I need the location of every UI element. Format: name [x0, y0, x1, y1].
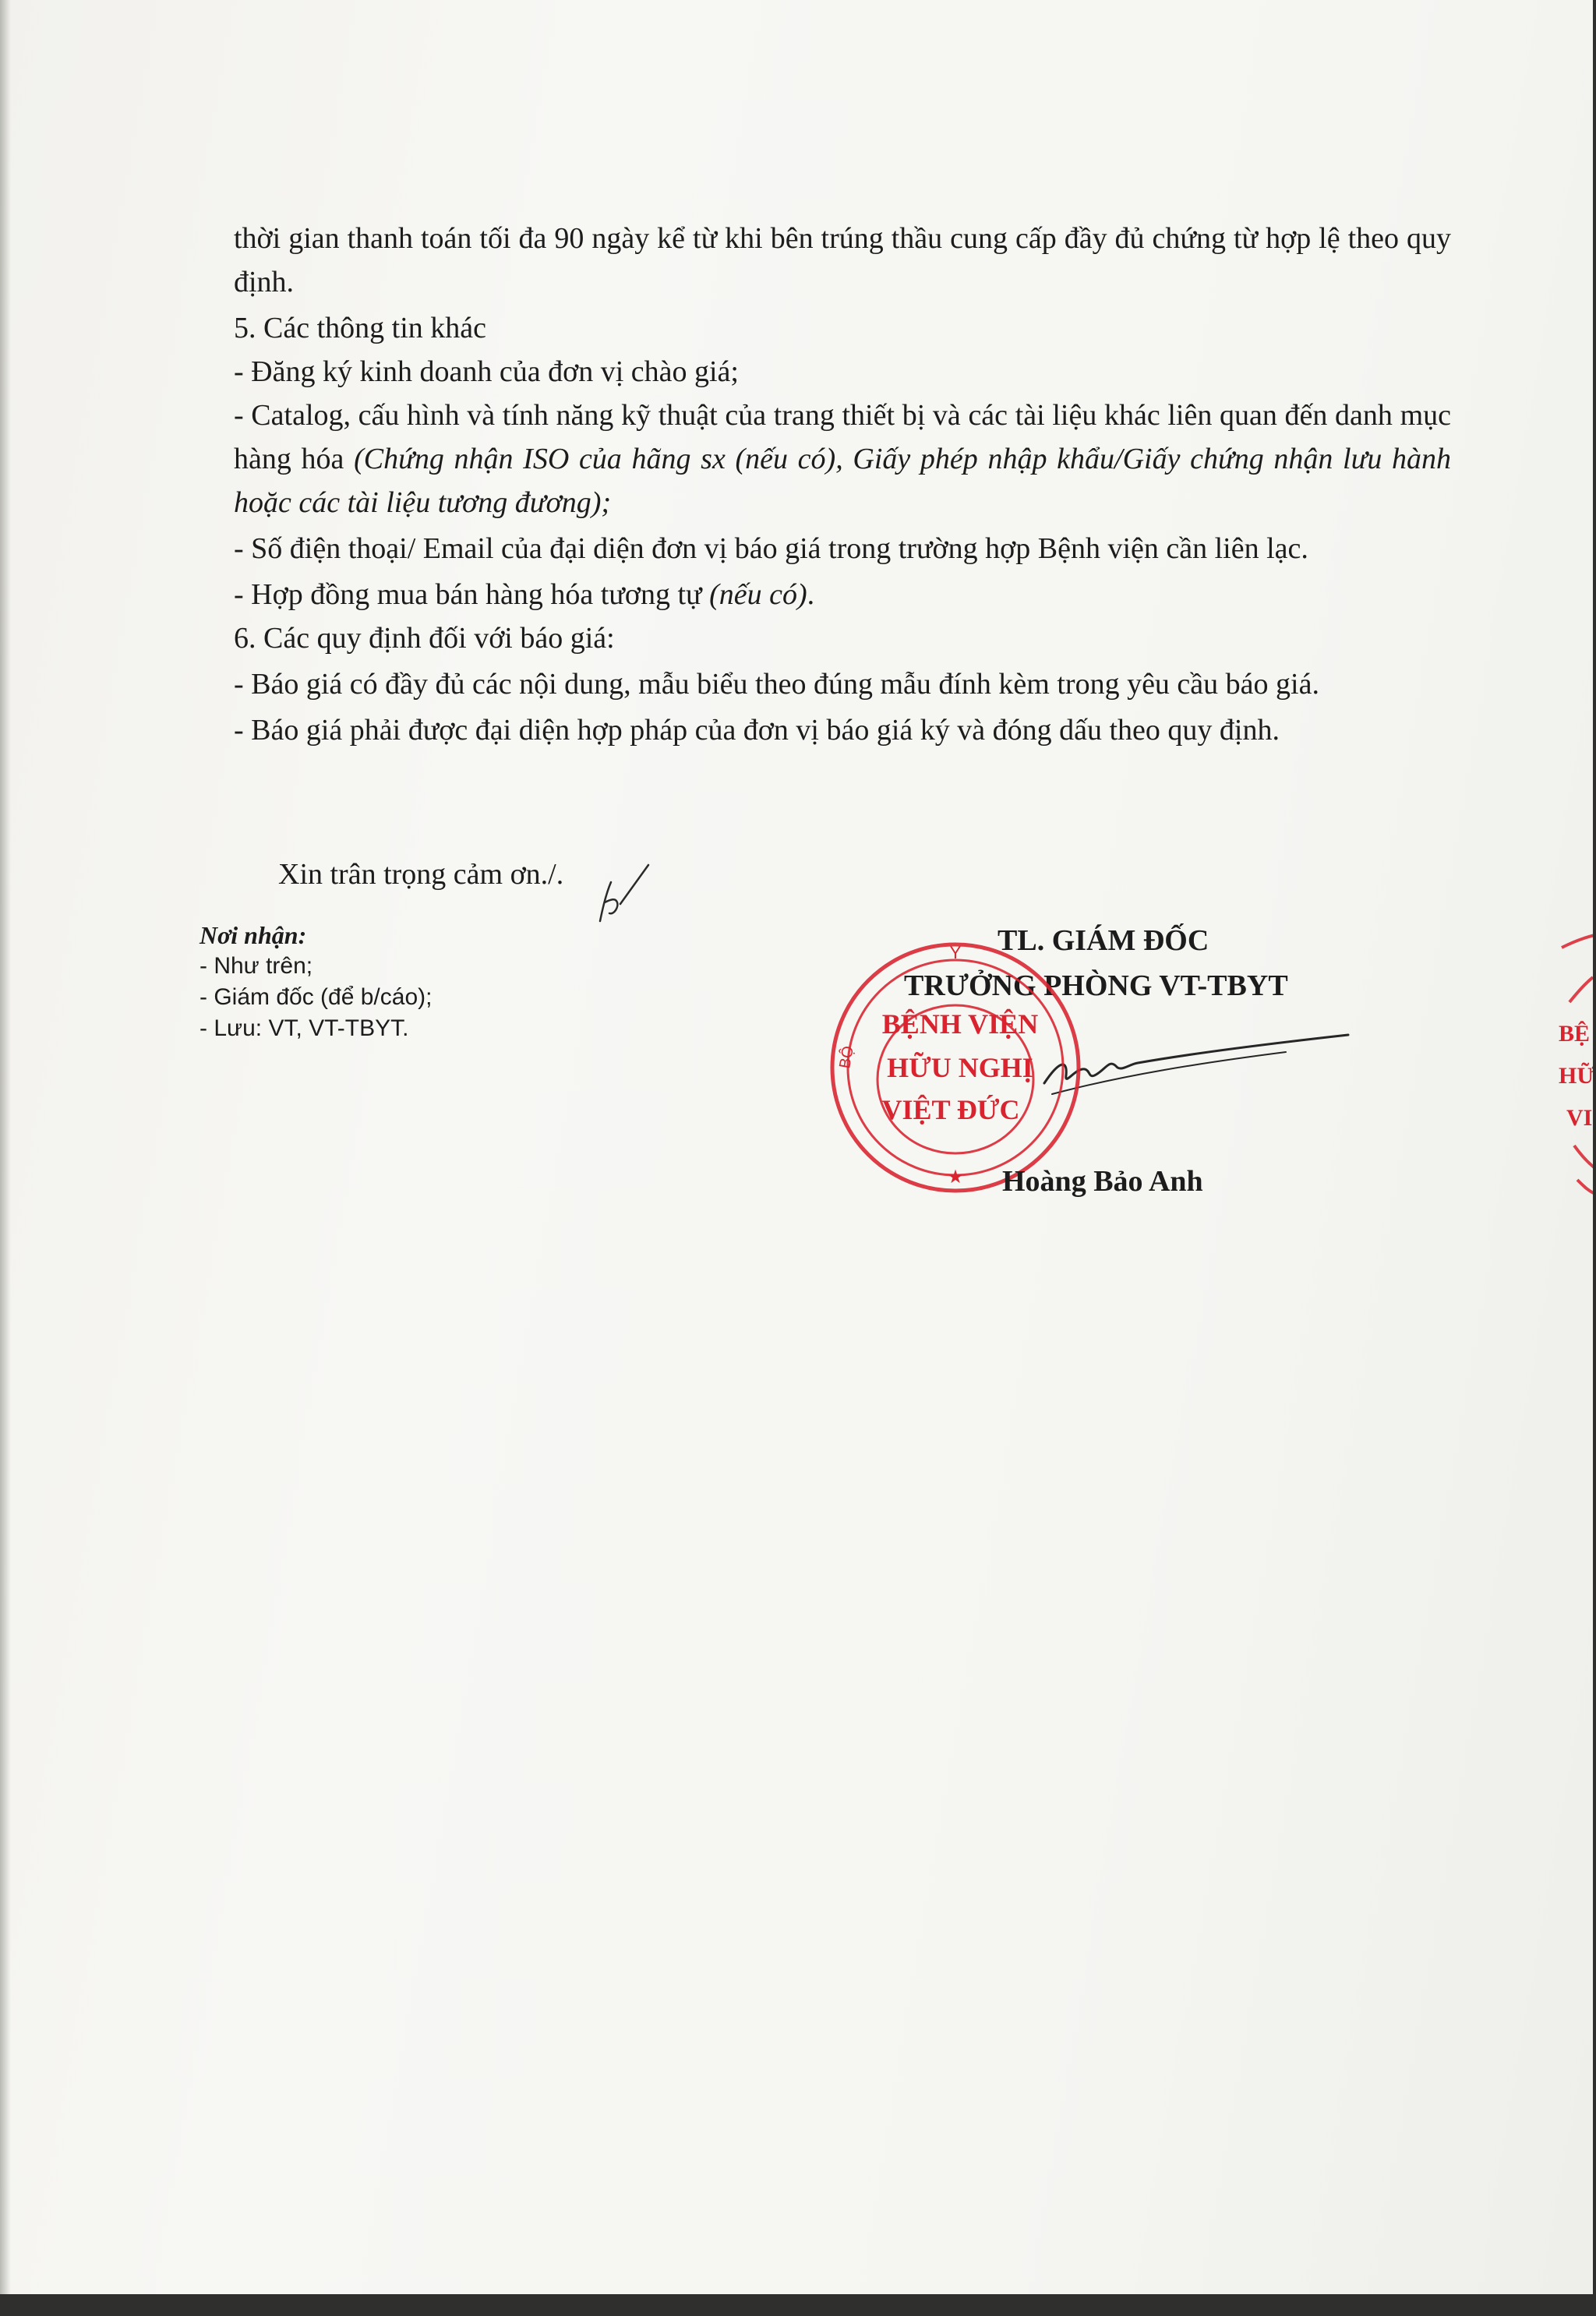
edge-seal-fragment-3: VI: [1566, 1105, 1593, 1131]
paragraph-italic-text: (nếu có): [709, 578, 807, 611]
official-seal-icon: [823, 904, 1103, 1200]
signer-name: Hoàng Bảo Anh: [1002, 1165, 1203, 1198]
background-strip: [0, 2294, 1596, 2316]
paragraph-business-registration: [234, 350, 1451, 394]
section-6-heading: [234, 616, 1451, 660]
page-edge-shadow: [0, 0, 11, 2294]
initial-mark-icon: [594, 859, 656, 929]
paragraph-text: thời gian thanh toán tối đa 90 ngày kể từ khi bên trúng thầu cung cấp đầy đủ chứng từ hợp lệ theo quy định.: [234, 222, 1451, 298]
paragraph-text: 6. Các quy định đối với báo giá:: [234, 622, 615, 655]
paragraph-text: - Số điện thoại/ Email của đại diện đơn vị báo giá trong trường hợp Bệnh viện cần liên lạc.: [234, 532, 1308, 565]
paragraph-text: - Báo giá có đầy đủ các nội dung, mẫu biểu theo đúng mẫu đính kèm trong yêu cầu báo giá.: [234, 668, 1319, 701]
partial-seal-icon: [1527, 920, 1596, 1200]
paragraph-text: - Catalog, cấu hình và tính năng kỹ thuật của trang thiết bị và các tài liệu khác liên quan đến danh mục hàng hóa: [234, 399, 1451, 475]
paragraph-quote-content: [234, 662, 1451, 706]
paragraph-contact: [234, 527, 1451, 570]
recipients-list: [200, 951, 432, 1044]
signature-title-line2: TRƯỞNG PHÒNG VT-TBYT: [904, 969, 1288, 1002]
seal-star-icon: ★: [947, 1167, 964, 1188]
seal-top-text: Y: [949, 943, 962, 962]
section-5-heading: [234, 306, 1451, 350]
body-text: [234, 217, 1451, 752]
seal-line-2: HỮU NGHỊ: [887, 1052, 1033, 1083]
paragraph-catalog: [234, 394, 1451, 524]
seal-line-3: VIỆT ĐỨC: [881, 1094, 1020, 1125]
edge-seal-fragment-1: BỆ: [1559, 1021, 1591, 1047]
recipients-title: Nơi nhận:: [200, 921, 307, 949]
seal-side-text: BỘ: [836, 1044, 857, 1070]
paragraph-text: - Đăng ký kinh doanh của đơn vị chào giá;: [234, 355, 739, 388]
recipient-item: - Như trên;: [200, 953, 313, 979]
paragraph-text: - Báo giá phải được đại diện hợp pháp của đơn vị báo giá ký và đóng dấu theo quy định.: [234, 714, 1280, 747]
paragraph-text: .: [807, 578, 815, 611]
seal-line-1: BỆNH VIỆN: [881, 1008, 1039, 1040]
paragraph-contracts: [234, 573, 1451, 616]
paragraph-quote-signature: [234, 708, 1451, 752]
recipient-item: - Lưu: VT, VT-TBYT.: [200, 1015, 409, 1041]
edge-seal-fragment-2: HỮ: [1559, 1063, 1596, 1089]
paragraph-text: 5. Các thông tin khác: [234, 312, 486, 344]
paragraph-italic-text: (Chứng nhận ISO của hãng sx (nếu có), Giấy phép nhập khẩu/Giấy chứng nhận lưu hành hoặc các tài liệu tương đương);: [234, 443, 1452, 519]
closing-line: Xin trân trọng cảm ơn./.: [278, 858, 564, 891]
paragraph-payment-terms: [234, 217, 1451, 304]
paragraph-text: - Hợp đồng mua bán hàng hóa tương tự: [234, 578, 710, 611]
recipient-item: - Giám đốc (để b/cáo);: [200, 984, 433, 1010]
recipients-block: [200, 920, 432, 1044]
signature-title-line1: TL. GIÁM ĐỐC: [998, 924, 1209, 957]
